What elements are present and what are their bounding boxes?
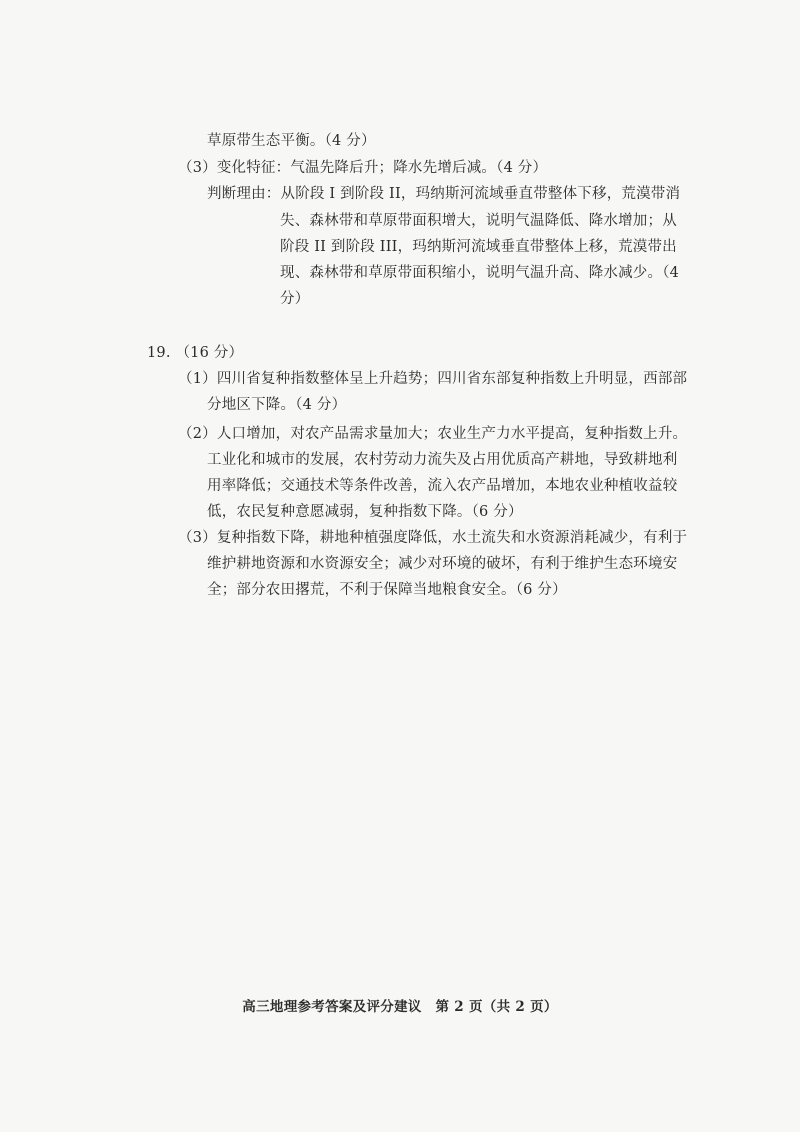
- q18-p3-reason-line: 阶段 II 到阶段 III，玛纳斯河流域垂直带整体上移，荒漠带出: [280, 239, 677, 255]
- q19-p3-line: 全；部分农田撂荒，不利于保障当地粮食安全。（6 分）: [207, 582, 567, 598]
- q19-p2-line: 工业化和城市的发展，农村劳动力流失及占用优质高产耕地，导致耕地利: [207, 452, 678, 468]
- q18-p3-reason-line: 分）: [280, 291, 310, 307]
- q19-p1-line: 分地区下降。（4 分）: [207, 397, 347, 413]
- q18-p3-change: （3）变化特征：气温先降后升；降水先增后减。（4 分）: [178, 160, 548, 176]
- q19-p2-line: （2）人口增加，对农产品需求量加大；农业生产力水平提高，复种指数上升。: [178, 426, 688, 442]
- q19-p3-line: （3）复种指数下降，耕地种植强度降低，水土流失和水资源消耗减少，有利于: [178, 530, 688, 546]
- q18-p2-end: 草原带生态平衡。（4 分）: [207, 133, 376, 149]
- q19-p1-line: （1）四川省复种指数整体呈上升趋势；四川省东部复种指数上升明显，西部部: [178, 371, 688, 387]
- q18-p3-reason-line: 现、森林带和草原带面积缩小，说明气温升高、降水减少。（4: [280, 265, 680, 281]
- q19-p3-line: 维护耕地资源和水资源安全；减少对环境的破坏，有利于维护生态环境安: [207, 556, 678, 572]
- q19-p2-line: 用率降低；交通技术等条件改善，流入农产品增加，本地农业种植收益较: [207, 478, 678, 494]
- page-footer: 高三地理参考答案及评分建议 第 2 页（共 2 页）: [242, 999, 558, 1015]
- q18-p3-reason-line: 失、森林带和草原带面积增大，说明气温降低、降水增加；从: [280, 213, 677, 229]
- q18-p3-reason-line: 判断理由：从阶段 I 到阶段 II，玛纳斯河流域垂直带整体下移，荒漠带消: [207, 186, 681, 202]
- q19-header: 19. （16 分）: [147, 345, 244, 361]
- q19-p2-line: 低，农民复种意愿减弱，复种指数下降。（6 分）: [207, 504, 523, 520]
